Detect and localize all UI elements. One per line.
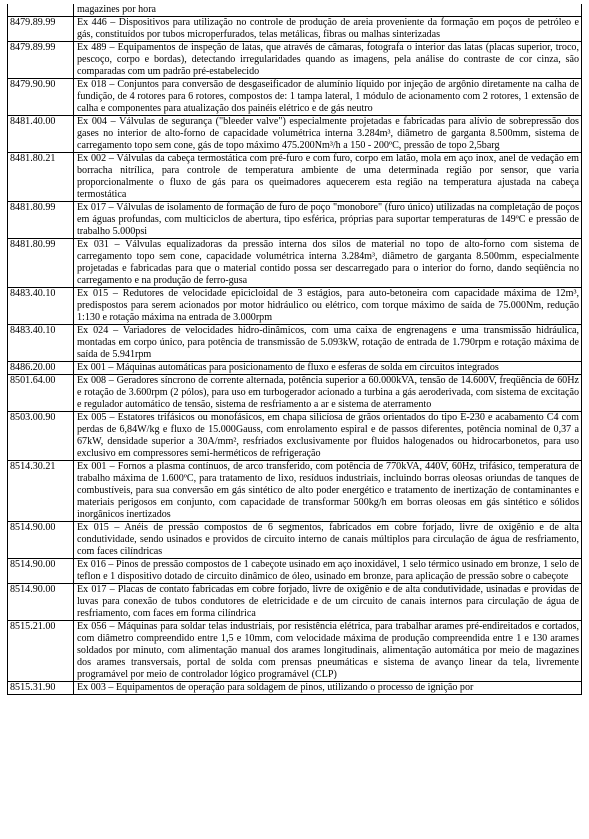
table-row	[8, 584, 582, 621]
table-row	[8, 362, 582, 375]
ncm-code: 8514.90.00	[8, 584, 74, 621]
ncm-code: 8483.40.10	[8, 288, 74, 325]
ex-description: Ex 024 – Variadores de velocidades hidro-dinâmicos, com uma caixa de engrenagens e uma transmissão hidráulica, montadas em corpo único, para potência de transmissão de 5.093kW, rotação de entrada de 1.790rpm e rotação máxima de saída de 5.941rpm	[74, 325, 582, 362]
ncm-code: 8501.64.00	[8, 375, 74, 412]
ex-description: Ex 446 – Dispositivos para utilização no controle de produção de areia proveniente da formação em poços de petróleo e gás, constituídos por tubos microperfurados, telas metálicas, fibras ou malhas sinterizadas	[74, 17, 582, 42]
ex-description: Ex 015 – Anéis de pressão compostos de 6 segmentos, fabricados em cobre forjado, livre de oxigênio e de alta condutividade, sendo usinados e providos de circuito interno de canais múltiplos para circulação de água de resfriamento, com faces cilíndricas	[74, 522, 582, 559]
table-row	[8, 621, 582, 682]
ncm-code: 8503.00.90	[8, 412, 74, 461]
ncm-code: 8479.89.99	[8, 42, 74, 79]
ex-description: Ex 031 – Válvulas equalizadoras da pressão interna dos silos de material no topo de alto-forno com sistema de carregamento topo sem cone, capacidade volumétrica interna 3.284m³, diâmetro de garganta 8.500mm, especialmente projetadas e fabricadas para que o material contido possa ser descarregado para o interior do forno, dando seqüência no carregamento e na produção de ferro-gusa	[74, 239, 582, 288]
ex-description: Ex 017 – Válvulas de isolamento de formação de furo de poço "monobore" (furo único) utilizadas na completação de poços em águas profundas, com multiciclos de abertura, tipo esférica, próprias para suportar temperaturas de 149ºC e pressão de trabalho 5.000psi	[74, 202, 582, 239]
ncm-code: 8514.90.00	[8, 559, 74, 584]
table-row	[8, 412, 582, 461]
ncm-code: 8479.90.90	[8, 79, 74, 116]
ex-description: magazines por hora	[74, 4, 582, 17]
table-row	[8, 461, 582, 522]
table-row	[8, 325, 582, 362]
ncm-code: 8514.90.00	[8, 522, 74, 559]
table-row	[8, 17, 582, 42]
ex-description: Ex 002 – Válvulas da cabeça termostática com pré-furo e com furo, corpo em latão, mola em aço inox, anel de vedação em borracha nitrílica, para controle de temperatura ambiente de uma determinada região por sensor, que varia proporcionalmente o fluxo de gás para os queimadores aquecerem esta região na temperatura ajustada na cabeça termostática	[74, 153, 582, 202]
ncm-code: 8486.20.00	[8, 362, 74, 375]
ex-description: Ex 008 – Geradores síncrono de corrente alternada, potência superior a 60.000kVA, tensão de 14.600V, freqüência de 60Hz e rotação de 3.600rpm (2 pólos), para uso em turbogerador acionado a turbina a gás aeroderivada, com sistema de excitação e regulador automático de tensão, sistema de resfriamento a ar e sistema de aterramento	[74, 375, 582, 412]
table-row	[8, 375, 582, 412]
ex-description: Ex 005 – Estatores trifásicos ou monofásicos, em chapa silicíosa de grãos orientados do tipo E-230 e acabamento C4 com perdas de 6,84W/kg e fluxo de 15.000Gauss, com enrolamento espiral e de passos diferentes, potência nominal de 0,37 a 67kW, densidade superior a 30A/mm², resfriados exclusivamente por fluidos halogenados ou hidrocarbonetos, para uso exclusivo em compressores semi-herméticos de refrigeração	[74, 412, 582, 461]
ncm-code: 8515.31.90	[8, 682, 74, 695]
ex-description: Ex 003 – Equipamentos de operação para soldagem de pinos, utilizando o processo de ignição por	[74, 682, 582, 695]
ex-description: Ex 016 – Pinos de pressão compostos de 1 cabeçote usinado em aço inoxidável, 1 selo térmico usinado em bronze, 1 selo de teflon e 1 dispositivo dotado de circuito dinâmico de óleo, usinado em bronze, para aplicação de pressão sobre o cabeçote	[74, 559, 582, 584]
table-row	[8, 682, 582, 695]
table-row	[8, 202, 582, 239]
ncm-code: 8481.80.21	[8, 153, 74, 202]
ncm-code: 8481.80.99	[8, 239, 74, 288]
table-row	[8, 116, 582, 153]
table-row	[8, 153, 582, 202]
table-row	[8, 4, 582, 17]
ex-description: Ex 001 – Máquinas automáticas para posicionamento de fluxo e esferas de solda em circuitos integrados	[74, 362, 582, 375]
ex-tarifario-table	[7, 4, 582, 695]
ex-description: Ex 001 – Fornos a plasma contínuos, de arco transferido, com potência de 770kVA, 440V, 60Hz, trifásico, temperatura de trabalho máxima de 1.600ºC, para tratamento de lixo, resíduos industriais, incluindo borras oleosas oriundas de tanques de combustíveis, para sua conversão em gás sintético de alto poder energético e tratamento de inertização de contaminantes e materiais perigosos em conjunto, com capacidade de transformar 500kg/h em borras oleosas em gás sintético e sólidos inorgânicos inertizados	[74, 461, 582, 522]
ncm-code: 8481.80.99	[8, 202, 74, 239]
ex-description: Ex 056 – Máquinas para soldar telas industriais, por resistência elétrica, para trabalhar arames pré-endireitados e cortados, com diâmetro compreendido entre 1,5 e 10mm, com velocidade máxima de produção compreendida entre 1 e 130 arames soldados por minuto, com alimentação manual dos arames longitudinais, alimentação automática por meio de magazines dos arames transversais, portal de solda com prensas pneumáticas e sistema de avanço linear da tela, livremente programável por meio de controlador lógico programável (CLP)	[74, 621, 582, 682]
ex-description: Ex 017 – Placas de contato fabricadas em cobre forjado, livre de oxigênio e de alta condutividade, usinadas e providas de luvas para conexão de tubos condutores de eletricidade e de um circuito de canais internos para circulação de água de resfriamento, com faces em forma cilíndrica	[74, 584, 582, 621]
ncm-code	[8, 4, 74, 17]
table-row	[8, 239, 582, 288]
ncm-code: 8481.40.00	[8, 116, 74, 153]
table-row	[8, 42, 582, 79]
ex-description: Ex 004 – Válvulas de segurança ("bleeder valve") especialmente projetadas e fabricadas para alívio de sobrepressão dos gases no interior de alto-forno de capacidade volumétrica interna 3.284m³, diâmetro de garganta 8.500mm, sistema de carregamento topo sem cone, gás de topo máximo 475.200Nm³/h a 150 - 200ºC, pressão de topo 2,5barg	[74, 116, 582, 153]
ncm-code: 8514.30.21	[8, 461, 74, 522]
ncm-code: 8483.40.10	[8, 325, 74, 362]
table-row	[8, 79, 582, 116]
table-row	[8, 288, 582, 325]
ncm-code: 8515.21.00	[8, 621, 74, 682]
ex-description: Ex 018 – Conjuntos para conversão de desgaseificador de alumínio líquido por injeção de argônio diretamente na calha de fundição, de 4 rotores para 6 rotores, compostos de: 1 tampa lateral, 1 módulo de acionamento com 2 rotores, 1 extensão de calha e componentes para atualização dos painéis elétrico e de gás neutro	[74, 79, 582, 116]
ex-description: Ex 015 – Redutores de velocidade epicicloidal de 3 estágios, para auto-betoneira com capacidade máxima de 12m³, predispostos para serem acionados por motor hidráulico ou elétrico, com torque máximo de saída de 75.000Nm, redução 1:130 e rotação máxima na entrada de 3.000rpm	[74, 288, 582, 325]
ex-description: Ex 489 – Equipamentos de inspeção de latas, que através de câmaras, fotografa o interior das latas (placas superior, troco, pescoço, corpo e bordas), detectando irregularidades quando as imagens, pela análise do contraste de cor cinza, são comparadas com um padrão pré-estabelecido	[74, 42, 582, 79]
table-row	[8, 559, 582, 584]
table-row	[8, 522, 582, 559]
ncm-code: 8479.89.99	[8, 17, 74, 42]
